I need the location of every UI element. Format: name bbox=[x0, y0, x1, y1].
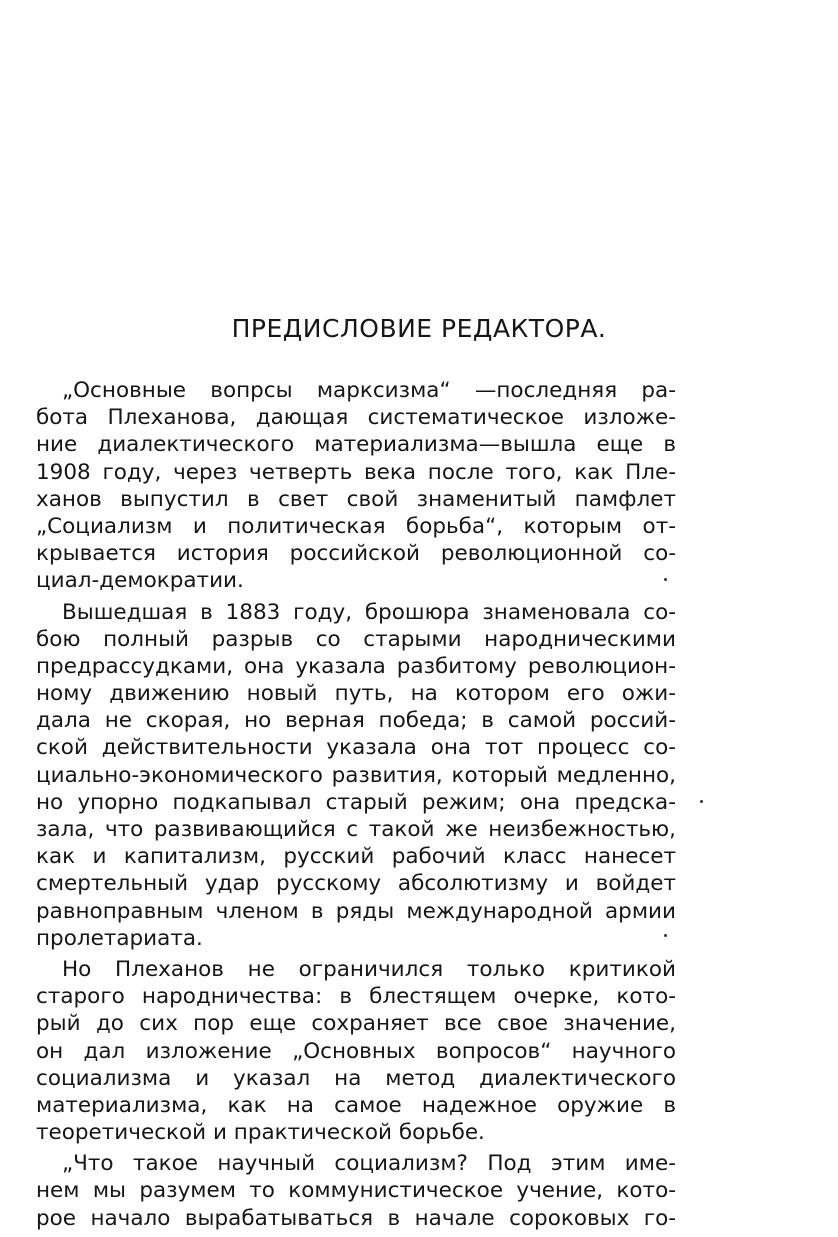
text-line: предрассудками, она указала разбитому революцион- bbox=[36, 653, 676, 679]
paragraph-2 bbox=[36, 599, 676, 952]
text-line: Но Плеханов не ограничился только критикой bbox=[62, 956, 676, 982]
scan-speck bbox=[664, 578, 667, 581]
text-line: он дал изложение „Основных вопросов“ научного bbox=[36, 1038, 676, 1064]
text-line: смертельный удар русскому абсолютизму и войдет bbox=[36, 871, 676, 897]
text-line: „Что такое научный социализм? Под этим име- bbox=[62, 1151, 676, 1177]
text-line: равноправным членом в ряды международной армии bbox=[36, 898, 676, 924]
text-line: социализма и указал на метод диалектического bbox=[36, 1065, 676, 1091]
text-line: материализма, как на самое надежное оружие в bbox=[36, 1092, 676, 1118]
text-line: ному движению новый путь, на котором его ожи- bbox=[36, 681, 676, 707]
text-line: „Основные вопрсы марксизма“ —последняя ра- bbox=[62, 378, 676, 403]
text-line: как и капитализм, русский рабочий класс нанесет bbox=[36, 844, 676, 870]
text-line: рое начало вырабатываться в начале сороковых го- bbox=[36, 1205, 676, 1231]
text-line: ской действительности указала она тот процесс со- bbox=[36, 735, 676, 761]
text-line: бота Плеханова, дающая систематическое изложе- bbox=[36, 405, 676, 431]
text-line: нем мы разумем то коммунистическое учение, кото- bbox=[36, 1178, 676, 1204]
text-line: дала не скорая, но верная победа; в самой россий- bbox=[36, 708, 676, 734]
text-line: старого народничества: в блестящем очерке, кото- bbox=[36, 984, 676, 1010]
page-title: ПРЕДИСЛОВИЕ РЕДАКТОРА. bbox=[231, 314, 607, 343]
text-line: бою полный разрыв со старыми народническими bbox=[36, 626, 676, 652]
text-line: Вышедшая в 1883 году, брошюра знаменовала со- bbox=[62, 599, 676, 625]
text-line: „Социализм и политическая борьба“, которым от- bbox=[36, 513, 676, 539]
body-text bbox=[36, 377, 676, 1232]
text-line: но упорно подкапывал старый режим; она предска- bbox=[36, 789, 676, 815]
text-line: циально-экономического развития, который медленно, bbox=[36, 762, 676, 788]
text-line: пролетариата. bbox=[36, 925, 203, 951]
paragraph-1 bbox=[36, 377, 676, 595]
scan-speck bbox=[664, 934, 667, 937]
text-line: теоретической и практической борьбе. bbox=[36, 1120, 485, 1146]
text-line: крывается история российской революционной со- bbox=[36, 541, 676, 567]
text-line: ханов выпустил в свет свой знаменитый памфлет bbox=[36, 486, 676, 512]
text-line: зала, что развивающийся с такой же неизбежностью, bbox=[36, 817, 676, 842]
text-line: циал-демократии. bbox=[36, 568, 244, 594]
text-line: рый до сих пор еще сохраняет все свое значение, bbox=[36, 1011, 676, 1037]
paragraph-3 bbox=[36, 956, 676, 1146]
text-line: 1908 году, через четверть века после того, как Пле- bbox=[36, 459, 676, 485]
scan-speck bbox=[700, 800, 703, 803]
paragraph-4 bbox=[36, 1150, 676, 1232]
text-line: ние диалектического материализма—вышла еще в bbox=[36, 432, 676, 458]
